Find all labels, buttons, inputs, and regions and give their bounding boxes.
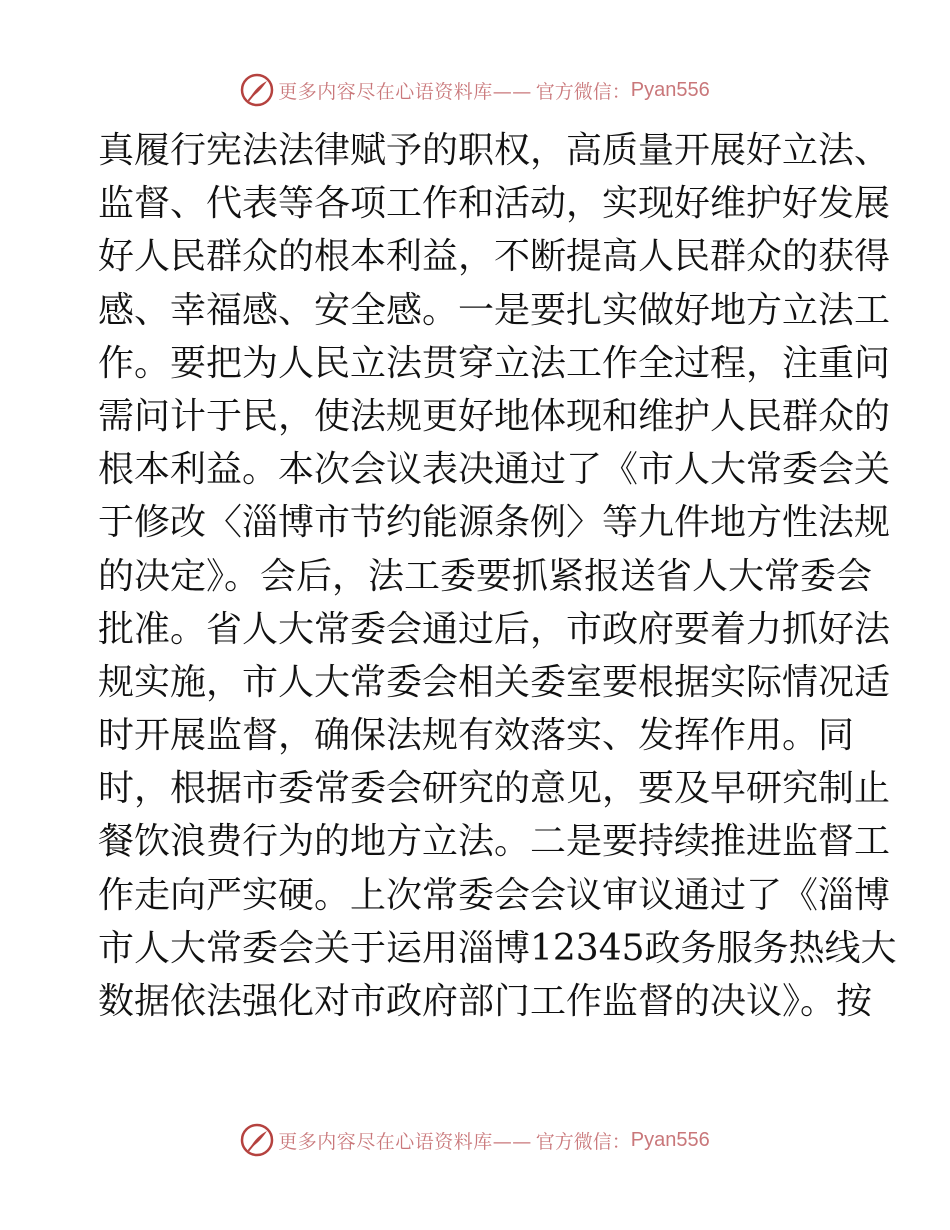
text-line: 真履行宪法法律赋予的职权，高质量开展好立法、 xyxy=(98,130,891,171)
text-line: 时开展监督，确保法规有效落实、发挥作用。同 xyxy=(98,715,855,757)
feather-pen-logo-icon xyxy=(240,1123,274,1157)
text-line: 作走向严实硬。上次常委会会议审议通过了《淄博 xyxy=(98,874,891,916)
text-line: 数据依法强化对市政府部门工作监督的决议》。按 xyxy=(98,981,873,1022)
text-line: 感、幸福感、安全感。一是要扎实做好地方立法工 xyxy=(98,289,891,331)
watermark-wechat-id: Pyan556 xyxy=(630,78,710,101)
text-line: 需问计于民，使法规更好地体现和维护人民群众的 xyxy=(98,395,891,437)
watermark-wechat-label: 官方微信： xyxy=(535,80,631,103)
text-line: 餐饮浪费行为的地方立法。二是要持续推进监督工 xyxy=(98,821,891,863)
text-line: 市人大常委会关于运用淄博12345政务服务热线大 xyxy=(98,927,897,969)
text-line: 时，根据市委常委会研究的意见，要及早研究制止 xyxy=(98,768,891,810)
feather-pen-logo-icon xyxy=(240,73,274,107)
watermark-lead-text: 更多内容尽在心语资料库—— xyxy=(278,1130,532,1153)
watermark-lead-text: 更多内容尽在心语资料库—— xyxy=(278,80,532,103)
text-line: 规实施，市人大常委会相关委室要根据实际情况适 xyxy=(98,661,891,703)
document-body xyxy=(98,124,897,1028)
text-line: 作。要把为人民立法贯穿立法工作全过程，注重问 xyxy=(98,342,891,384)
text-line: 于修改〈淄博市节约能源条例〉等九件地方性法规 xyxy=(98,502,891,544)
text-line: 根本利益。本次会议表决通过了《市人大常委会关 xyxy=(98,449,891,491)
watermark-wechat-label: 官方微信： xyxy=(535,1130,631,1153)
text-line: 的决定》。会后，法工委要抓紧报送省人大常委会 xyxy=(98,555,873,597)
text-line: 监督、代表等各项工作和活动，实现好维护好发展 xyxy=(98,183,891,225)
watermark-wechat-id: Pyan556 xyxy=(630,1128,710,1151)
watermark-footer xyxy=(0,1120,950,1160)
text-line: 批准。省人大常委会通过后，市政府要着力抓好法 xyxy=(98,608,891,650)
text-line: 好人民群众的根本利益，不断提高人民群众的获得 xyxy=(98,236,891,278)
watermark-header xyxy=(0,70,950,110)
